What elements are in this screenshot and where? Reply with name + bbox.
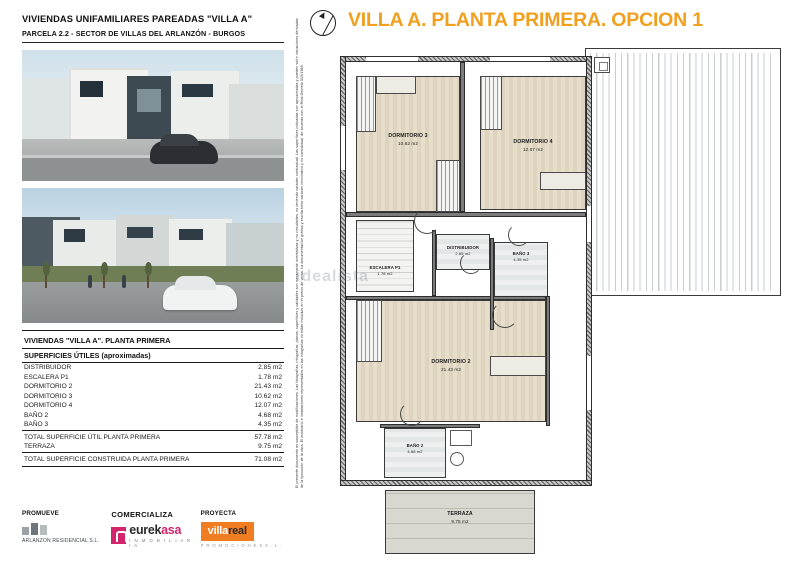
render-tree — [101, 262, 108, 288]
door-swing-3[interactable] — [492, 302, 518, 328]
table-row-total — [22, 442, 284, 452]
total-area: 9.75 m2 — [258, 443, 282, 451]
table-row — [22, 391, 284, 401]
arlanzon-logo — [22, 521, 105, 555]
table-row — [22, 372, 284, 382]
room-area: 4.35 m2 — [513, 257, 529, 263]
room-name: DORMITORIO 2 — [24, 383, 73, 391]
partition-wall-7 — [432, 230, 436, 296]
project-title: VIVIENDAS UNIFAMILIARES PAREADAS "VILLA A" — [22, 14, 253, 24]
room-area: 21.43 m2 — [441, 366, 461, 372]
room-area: 1.78 m2 — [377, 271, 393, 277]
house-icon — [111, 527, 126, 544]
room-area: 4.68 m2 — [407, 449, 423, 455]
room-name: ESCALERA P1 — [369, 265, 401, 270]
surfaces-block — [22, 330, 284, 467]
room-name: DISTRIBUIDOR — [24, 363, 72, 371]
room-area: 21.43 m2 — [254, 383, 282, 391]
left-info-column — [22, 14, 284, 467]
sink-fixture-2 — [450, 452, 464, 466]
room-terraza — [385, 490, 535, 554]
table-row — [22, 420, 284, 430]
comercializa-block — [111, 510, 194, 557]
table-row-total — [22, 452, 284, 464]
eurekasa-logo — [111, 523, 194, 557]
room-name: TERRAZA — [447, 511, 473, 517]
closet-dormitorio-2 — [356, 300, 382, 362]
window-west — [340, 126, 346, 170]
total-area: 71.08 m2 — [222, 452, 284, 464]
villareal-word-b: real — [228, 525, 247, 537]
room-label-bano-3 — [495, 251, 547, 263]
roof-hatch-icon — [594, 57, 610, 73]
table-row — [22, 411, 284, 421]
villareal-wordmark — [201, 522, 254, 541]
render-tree — [43, 262, 50, 288]
closet-dormitorio-4 — [480, 76, 502, 130]
room-name: BAÑO 3 — [512, 251, 530, 256]
room-name: DORMITORIO 4 — [24, 402, 73, 410]
villareal-tagline: P R O M O C I O N E S S . L . — [200, 543, 282, 548]
total-area: 57.78 m2 — [222, 430, 284, 442]
room-label-dormitorio-3 — [357, 133, 459, 148]
partition-wall-1 — [460, 62, 465, 212]
eurekasa-word-b: asa — [161, 523, 182, 537]
render-window — [127, 227, 153, 238]
partition-wall-2 — [346, 212, 586, 217]
room-area: 4.68 m2 — [258, 411, 282, 419]
pergola-slats — [590, 53, 776, 291]
render-front-view — [22, 50, 284, 181]
render-person — [122, 275, 126, 288]
room-label-bano-2 — [385, 443, 445, 455]
eurekasa-word-a: eurek — [129, 523, 162, 537]
comercializa-label: COMERCIALIZA — [111, 510, 174, 519]
partition-wall-4 — [380, 424, 480, 428]
dwelling-slab — [340, 56, 592, 486]
eurekasa-wordmark — [129, 523, 194, 537]
villareal-word-a: villa — [207, 525, 229, 537]
watermark: idealista — [296, 268, 370, 285]
room-area: 12.07 m2 — [254, 402, 282, 410]
room-name: BAÑO 2 — [406, 443, 424, 448]
render-road — [22, 282, 284, 323]
window-dorm2-east — [586, 356, 592, 410]
window-dorm4 — [490, 56, 550, 62]
render-window — [64, 229, 85, 241]
partition-wall-5 — [546, 296, 550, 426]
render-window — [179, 229, 203, 240]
project-subtitle: PARCELA 2.2 - SECTOR DE VILLAS DEL ARLANZÓN - BURGOS — [22, 28, 246, 38]
room-area: 9.75 m2 — [451, 518, 469, 524]
bathtub-fixture — [450, 430, 472, 446]
room-label-dormitorio-4 — [481, 139, 585, 154]
table-row — [22, 401, 284, 411]
room-name: DORMITORIO 2 — [431, 359, 471, 365]
proyecta-block — [201, 510, 284, 557]
title-block — [22, 14, 284, 43]
exterior-wall-bottom — [340, 480, 592, 486]
render-window — [80, 81, 104, 97]
bed-dormitorio-2 — [490, 356, 546, 376]
page-title: VILLA A. PLANTA PRIMERA. OPCION 1 — [348, 9, 703, 31]
bed-dormitorio-4 — [540, 172, 586, 190]
pergola-structure — [585, 48, 781, 296]
room-name: DORMITORIO 4 — [513, 139, 553, 145]
room-area: 2.85 m2 — [258, 363, 282, 371]
window-dorm3 — [366, 56, 418, 62]
room-name: DORMITORIO 3 — [388, 133, 428, 139]
table-row — [22, 382, 284, 392]
render-volume-grey — [229, 84, 284, 139]
legal-disclaimer: El presente documento es susceptible de modificaciones. Las fotografías, infografías, planos, superficies y calidades son meramente orientativas y no vinculantes, no teniendo carácter contractual. Las superficies indicadas son aproximadas y pueden sufrir variaciones derivadas de la ejecución de la obra. El mobiliario e instalaciones representados en las infografías no están incluidos en el precio de venta. La documentación gráfica y escrita tiene carácter informativo y no contractual, de acuerdo con el Real Decreto 515/1989. — [295, 18, 305, 488]
total-name: TOTAL SUPERFICIE ÚTIL PLANTA PRIMERA — [22, 430, 222, 442]
render-tree — [145, 262, 152, 288]
door-swing-5[interactable] — [508, 224, 530, 246]
promueve-label: PROMUEVE — [22, 510, 60, 517]
total-name: TOTAL SUPERFICIE CONSTRUIDA PLANTA PRIMERA — [22, 452, 222, 464]
render-car-white — [163, 285, 236, 311]
arlanzon-mark-icon — [22, 521, 105, 535]
render-street-view — [22, 188, 284, 323]
surfaces-heading: VIVIENDAS "VILLA A". PLANTA PRIMERA — [24, 335, 171, 345]
promueve-block — [22, 510, 105, 557]
render-volume-white — [53, 220, 121, 271]
room-bano-2 — [384, 428, 446, 478]
room-name: DISTRIBUIDOR — [446, 245, 480, 250]
surfaces-subheading: SUPERFICIES ÚTILES (aproximadas) — [22, 348, 284, 363]
door-swing-2[interactable] — [460, 252, 482, 274]
room-name: BAÑO 3 — [24, 421, 49, 429]
exterior-wall-right — [586, 56, 592, 486]
render-lawn — [22, 266, 284, 282]
room-area: 1.78 m2 — [258, 373, 282, 381]
window-east — [586, 206, 592, 242]
render-volume-white-2 — [169, 219, 232, 272]
render-person — [88, 275, 92, 288]
partition-wall-3 — [346, 296, 546, 300]
bed-dormitorio-3 — [376, 76, 416, 94]
render-car-dark — [150, 141, 218, 163]
render-window — [182, 84, 213, 97]
room-area: 12.07 m2 — [523, 146, 543, 152]
room-area: 2.85 m2 — [455, 251, 471, 257]
door-swing-4[interactable] — [400, 402, 424, 426]
render-volume-grey-2 — [226, 223, 284, 272]
room-name: BAÑO 2 — [24, 411, 49, 419]
room-area: 4.35 m2 — [258, 421, 282, 429]
proyecta-label: PROYECTA — [200, 510, 237, 517]
room-label-terraza — [386, 511, 534, 526]
table-row — [22, 363, 284, 373]
render-window — [137, 89, 161, 113]
room-name: DORMITORIO 3 — [24, 392, 73, 400]
table-row-total — [22, 430, 284, 442]
room-area: 10.62 m2 — [254, 392, 282, 400]
door-swing-1[interactable] — [414, 208, 440, 234]
arlanzon-logo-text: ARLANZON RESIDENCIAL S.L. — [22, 538, 100, 544]
surfaces-table — [22, 363, 284, 464]
villareal-logo — [201, 521, 284, 555]
closet-dormitorio-3 — [356, 76, 376, 132]
eurekasa-tagline: I N M O B I L I A R I A — [129, 538, 192, 548]
room-name: ESCALERA P1 — [24, 373, 69, 381]
footer-logos — [22, 510, 284, 557]
room-area: 10.62 m2 — [398, 140, 418, 146]
north-arrow-icon — [310, 10, 336, 36]
floor-plan — [330, 44, 786, 556]
total-name: TERRAZA — [24, 443, 55, 451]
closet-dormitorio-3-b — [436, 160, 460, 212]
